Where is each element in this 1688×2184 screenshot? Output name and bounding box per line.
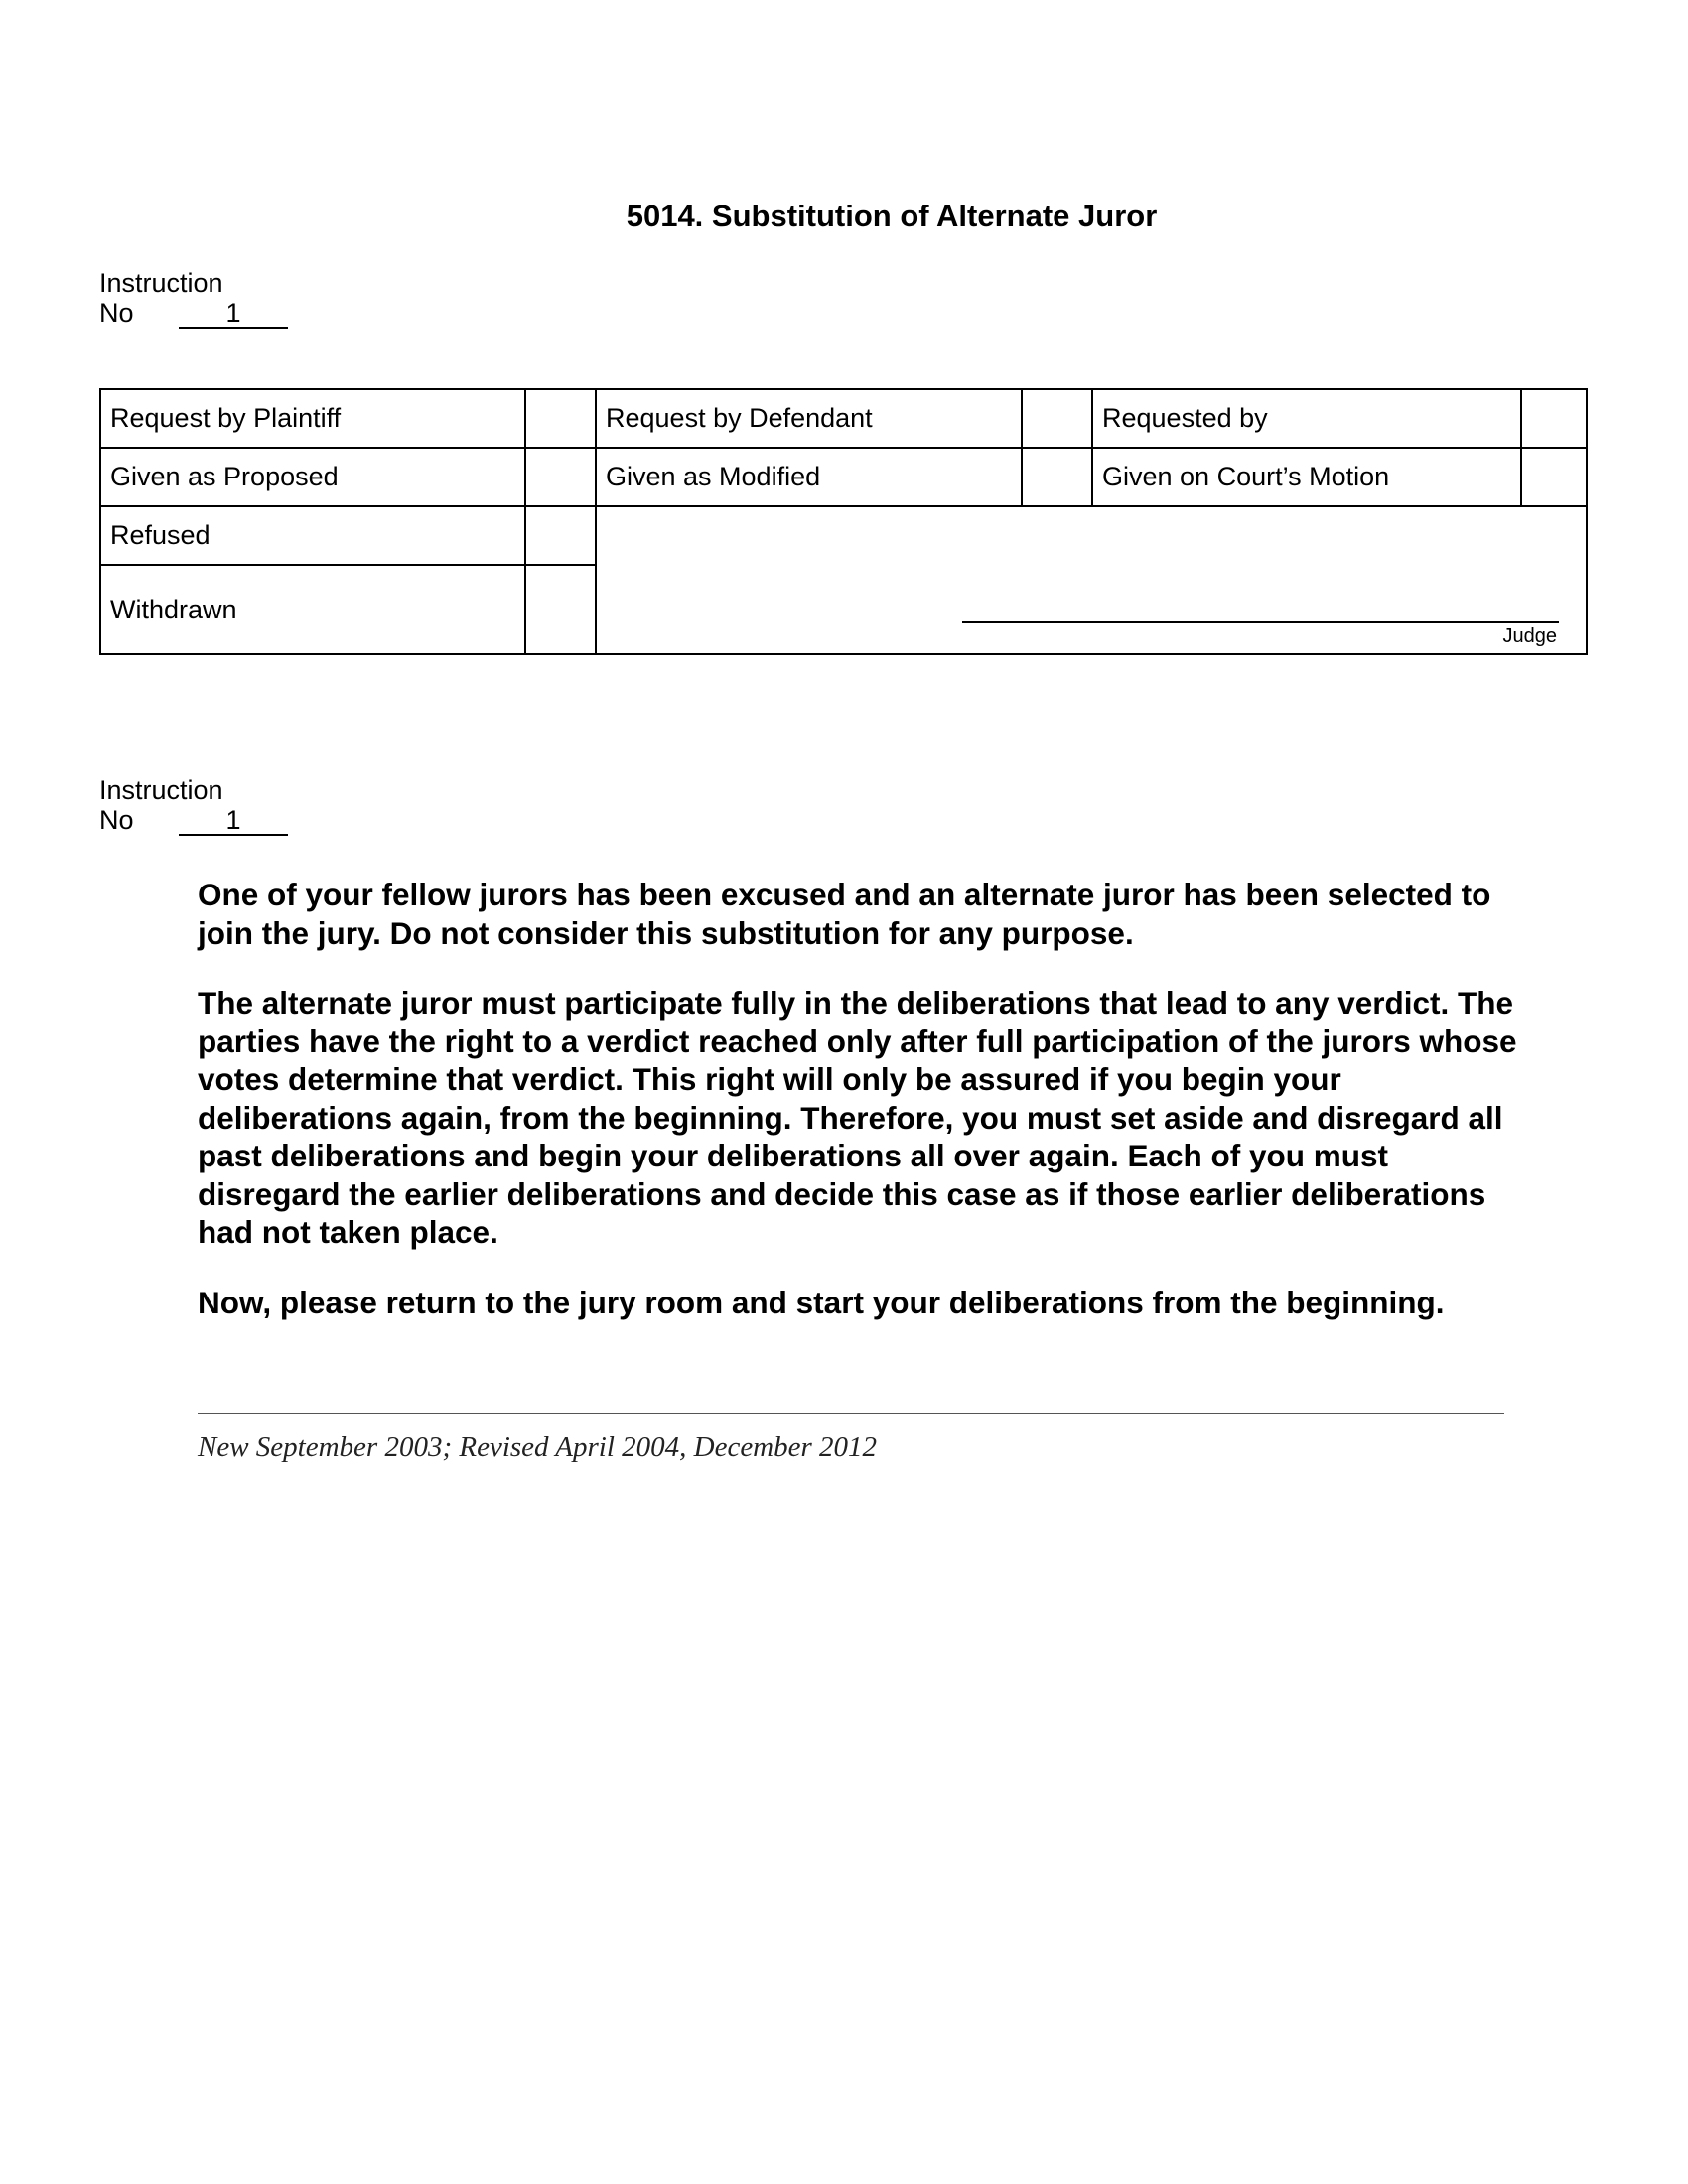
judge-signature-area bbox=[596, 506, 1587, 654]
given-as-proposed-checkbox[interactable] bbox=[525, 448, 596, 506]
given-as-modified-label: Given as Modified bbox=[596, 448, 1022, 506]
instruction-number-row bbox=[99, 298, 288, 329]
given-on-courts-motion-checkbox[interactable] bbox=[1521, 448, 1587, 506]
given-as-modified-checkbox[interactable] bbox=[1022, 448, 1092, 506]
instruction-number: 1 bbox=[179, 806, 288, 836]
instruction-number: 1 bbox=[179, 299, 288, 329]
given-on-courts-motion-label: Given on Court’s Motion bbox=[1092, 448, 1521, 506]
request-by-defendant-label: Request by Defendant bbox=[596, 389, 1022, 448]
refused-checkbox[interactable] bbox=[525, 506, 596, 565]
request-status-table bbox=[99, 388, 1588, 655]
request-by-plaintiff-label: Request by Plaintiff bbox=[100, 389, 525, 448]
body-paragraph: One of your fellow jurors has been excused and an alternate juror has been selected to join the jury. Do not consider this substitution for any purpose. bbox=[198, 877, 1491, 951]
instruction-header-bottom bbox=[99, 775, 288, 836]
withdrawn-checkbox[interactable] bbox=[525, 565, 596, 654]
table-row bbox=[100, 448, 1587, 506]
table-row bbox=[100, 389, 1587, 448]
body-paragraph: Now, please return to the jury room and start your deliberations from the beginning. bbox=[198, 1284, 1445, 1320]
request-by-defendant-checkbox[interactable] bbox=[1022, 389, 1092, 448]
instruction-body bbox=[198, 876, 1518, 1353]
given-as-proposed-label: Given as Proposed bbox=[100, 448, 525, 506]
requested-by-label: Requested by bbox=[1092, 389, 1521, 448]
instruction-no-label: No bbox=[99, 805, 134, 835]
instruction-no-label: No bbox=[99, 298, 134, 328]
revision-history: New September 2003; Revised April 2004, December 2012 bbox=[198, 1432, 878, 1463]
request-by-plaintiff-checkbox[interactable] bbox=[525, 389, 596, 448]
body-paragraph: The alternate juror must participate fully in the deliberations that lead to any verdict. The parties have the right to a verdict reached only after full participation of the jurors whose votes determine that verdict. This right will only be assured if you begin your deliberations again, from the beginning. Therefore, you must set aside and disregard all past deliberations and begin your deliberations all over again. Each of you must disregard the earlier deliberations and decide this case as if those earlier deliberations had not taken place. bbox=[198, 985, 1517, 1250]
withdrawn-label: Withdrawn bbox=[100, 565, 525, 654]
table-row bbox=[100, 506, 1587, 565]
judge-label: Judge bbox=[1502, 625, 1557, 647]
requested-by-checkbox[interactable] bbox=[1521, 389, 1587, 448]
section-divider bbox=[198, 1413, 1504, 1414]
page-title: 5014. Substitution of Alternate Juror bbox=[626, 199, 1158, 233]
refused-label: Refused bbox=[100, 506, 525, 565]
instruction-header-top bbox=[99, 268, 288, 329]
instruction-label: Instruction bbox=[99, 775, 223, 805]
instruction-number-row bbox=[99, 805, 288, 836]
instruction-label: Instruction bbox=[99, 268, 223, 298]
judge-signature-line[interactable] bbox=[962, 621, 1559, 623]
